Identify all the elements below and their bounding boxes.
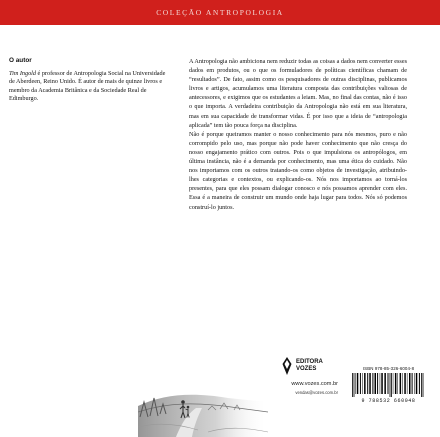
barcode-bar	[407, 373, 408, 394]
author-bio-text: é professor de Antropologia Social na Universidade de Aberdeen, Reino Unido. É autor de mais de quinze livros e membro da Academia Britânica e da Sociedade Real de Edimburgo.	[9, 70, 166, 103]
isbn-barcode	[349, 364, 428, 406]
barcode-bar	[375, 373, 377, 394]
barcode-bar	[409, 373, 411, 394]
barcode-bar	[357, 373, 359, 394]
barcode-bar	[395, 373, 397, 394]
publisher-url[interactable]: www.vozes.com.br	[291, 381, 338, 387]
barcode-bar	[354, 373, 355, 397]
barcode-bar	[393, 373, 394, 394]
back-cover-text	[189, 57, 407, 212]
barcode-bar	[404, 373, 406, 394]
author-name: Tim Ingold	[9, 70, 36, 77]
barcode-bar	[423, 373, 424, 397]
author-section	[9, 57, 169, 104]
barcode-bar	[369, 373, 371, 394]
barcode-bar	[421, 373, 422, 397]
publisher-name	[296, 359, 323, 373]
publisher-email[interactable]: vendas@vozes.com.br	[295, 390, 338, 395]
barcode-bar	[372, 373, 373, 394]
barcode-bar	[355, 373, 356, 394]
barcode-bar	[416, 373, 418, 394]
barcode-bar	[398, 373, 399, 394]
paragraph-2: Não é porque queiramos manter o nosso conhecimento para nós mesmos, puro e não corrompido pelo uso, mas porque não pode haver conhecimento que não cresça do nosso engajamento prático com outros. Pois o que impulsiona os antropólogos, em última instância, não é a demanda por conhecimento, mas uma ética do cuidado. Não nos importamos com os outros tratando-os como objetos de investigação, atribuindo-lhes categorias e contextos, ou explicando-os. Nós nos importamos ao torná-los presentes, para que eles possam dialogar conosco e nós possamos aprender com eles. Essa é a maneira de construir um mundo onde haja lugar para todos. Nós só podemos construí-lo juntos.	[189, 130, 407, 211]
publisher-name-line1: EDITORA	[296, 359, 323, 365]
barcode-bar	[380, 373, 381, 394]
barcode-bar	[400, 373, 402, 394]
barcode-bar	[367, 373, 368, 394]
publisher-name-line2: VOZES	[296, 366, 317, 372]
isbn-label: ISBN 978-85-326-6004-8	[362, 366, 415, 371]
author-heading: O autor	[9, 57, 32, 64]
barcode-bar	[412, 373, 413, 394]
barcode-digits: 9 788532 660048	[361, 398, 416, 404]
barcode-bar	[419, 373, 420, 394]
barcode-bar	[360, 373, 361, 394]
series-title: COLEÇÃO ANTROPOLOGIA	[156, 8, 284, 17]
barcode-bar	[352, 373, 353, 397]
barcode-bar	[390, 373, 391, 397]
walking-path-illustration	[138, 372, 268, 437]
barcode-bar	[388, 373, 389, 394]
series-band	[0, 0, 440, 25]
paragraph-1: A Antropologia não ambiciona nem reduzir todas as coisas a dados nem converter esses dados em produtos, ou o que os formuladores de políticas científicas chamam de “resultados”. De fato, assim como os pesquisadores de outras disciplinas, publicamos livros e artigos, acumulamos uma literatura composta das contribuições valiosas de antecessores, e exigimos que os estudantes a leiam. Mas, no final das contas, não é isso o que importa. A verdadeira contribuição da Antropologia não está em sua literatura, mas em sua capacidade de transformar vidas. É por isso que a ideia de “antropologia aplicada” tem tão pouca força na disciplina.	[189, 58, 407, 129]
barcode-bar	[362, 373, 363, 394]
barcode-bar	[402, 373, 403, 394]
barcode-bar	[414, 373, 415, 394]
barcode	[351, 373, 426, 397]
barcode-bar	[391, 373, 392, 397]
author-bio	[9, 70, 169, 104]
publisher-logo	[282, 355, 342, 377]
barcode-bar	[384, 373, 386, 394]
barcode-bar	[377, 373, 378, 394]
vozes-logo-icon	[282, 357, 292, 375]
barcode-bar	[364, 373, 366, 394]
barcode-bar	[381, 373, 383, 394]
